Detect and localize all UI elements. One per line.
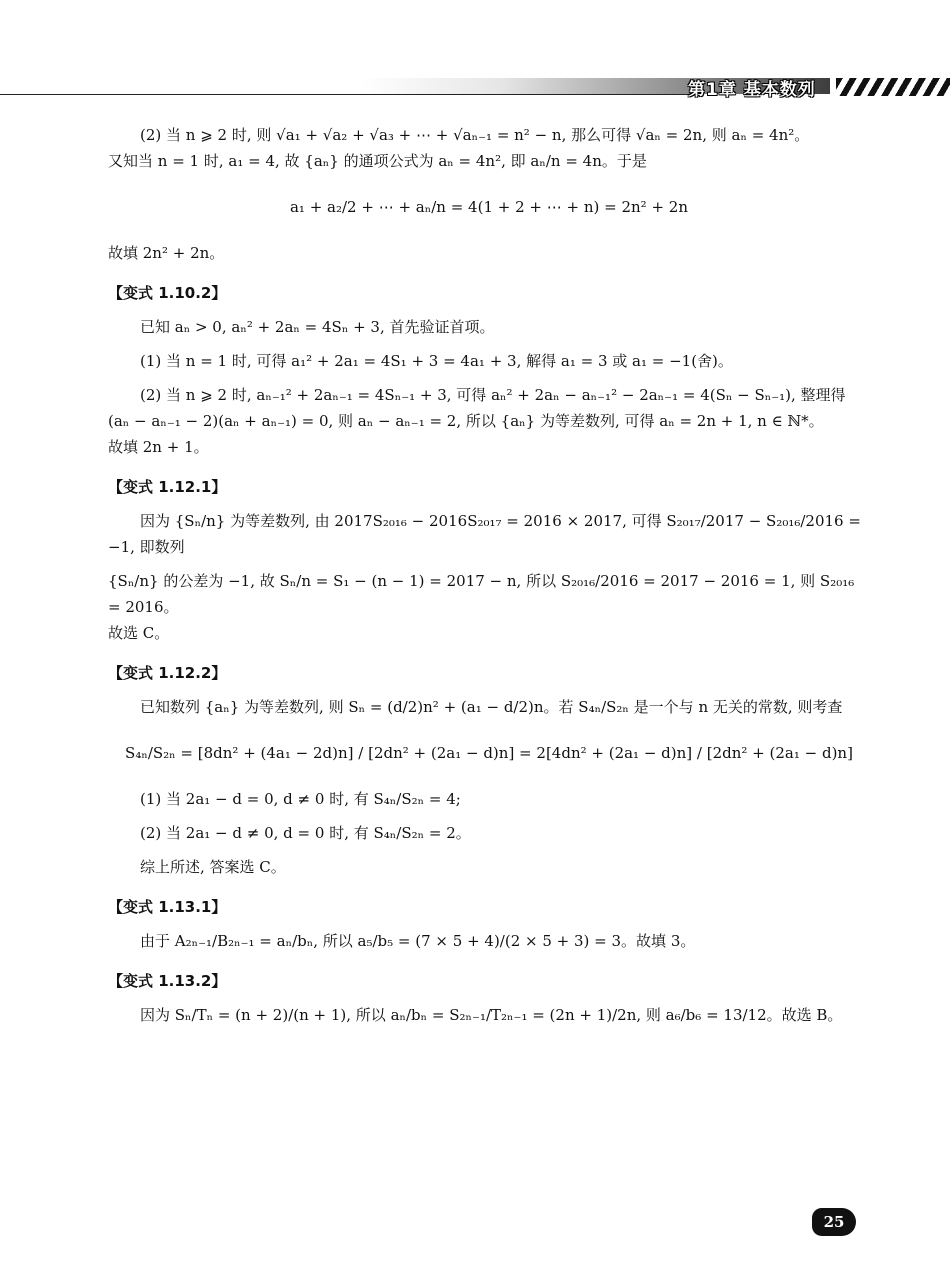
section-heading: 【变式 1.13.2】 [108, 972, 227, 990]
paragraph: (aₙ − aₙ₋₁ − 2)(aₙ + aₙ₋₁) = 0, 则 aₙ − aₙ₋₁ = 2, 所以 {aₙ} 为等差数列, 可得 aₙ = 2n + 1, n ∈ ℕ*。 [108, 412, 824, 430]
paragraph: 故选 C。 [108, 624, 170, 642]
paragraph: 已知 aₙ > 0, aₙ² + 2aₙ = 4Sₙ + 3, 首先验证首项。 [140, 318, 495, 336]
paragraph: (1) 当 2a₁ − d = 0, d ≠ 0 时, 有 S₄ₙ/S₂ₙ = 4; [140, 790, 461, 808]
section-heading: 【变式 1.12.2】 [108, 664, 227, 682]
section-heading: 【变式 1.12.1】 [108, 478, 227, 496]
paragraph: 故填 2n + 1。 [108, 438, 209, 456]
paragraph: (1) 当 n = 1 时, 可得 a₁² + 2a₁ = 4S₁ + 3 = 4a₁ + 3, 解得 a₁ = 3 或 a₁ = −1(舍)。 [140, 352, 733, 370]
equation: S₄ₙ/S₂ₙ = [8dn² + (4a₁ − 2d)n] / [2dn² + (2a₁ − d)n] = 2[4dn² + (2a₁ − d)n] / [2dn² + (2a₁ − d)n] [125, 744, 853, 762]
paragraph: 故填 2n² + 2n。 [108, 244, 225, 262]
paragraph: 综上所述, 答案选 C。 [140, 858, 286, 876]
paragraph: 因为 Sₙ/Tₙ = (n + 2)/(n + 1), 所以 aₙ/bₙ = S₂ₙ₋₁/T₂ₙ₋₁ = (2n + 1)/2n, 则 a₆/b₆ = 13/12。故选 B。 [140, 1006, 843, 1024]
page-header [0, 74, 950, 100]
header-stripes [836, 78, 950, 96]
paragraph: (2) 当 2a₁ − d ≠ 0, d = 0 时, 有 S₄ₙ/S₂ₙ = 2。 [140, 824, 471, 842]
paragraph: (2) 当 n ⩾ 2 时, 则 √a₁ + √a₂ + √a₃ + ⋯ + √aₙ₋₁ = n² − n, 那么可得 √aₙ = 2n, 则 aₙ = 4n²。 [140, 126, 810, 144]
page-content [108, 122, 870, 1028]
page-number: 25 [812, 1208, 856, 1236]
equation: a₁ + a₂/2 + ⋯ + aₙ/n = 4(1 + 2 + ⋯ + n) = 2n² + 2n [289, 198, 688, 216]
paragraph: (2) 当 n ⩾ 2 时, aₙ₋₁² + 2aₙ₋₁ = 4Sₙ₋₁ + 3, 可得 aₙ² + 2aₙ − aₙ₋₁² − 2aₙ₋₁ = 4(Sₙ − Sₙ₋₁), 整理得 [140, 386, 846, 404]
paragraph: 又知当 n = 1 时, a₁ = 4, 故 {aₙ} 的通项公式为 aₙ = 4n², 即 aₙ/n = 4n。于是 [108, 152, 647, 170]
paragraph: 已知数列 {aₙ} 为等差数列, 则 Sₙ = (d/2)n² + (a₁ − d/2)n。若 S₄ₙ/S₂ₙ 是一个与 n 无关的常数, 则考查 [140, 698, 843, 716]
section-heading: 【变式 1.13.1】 [108, 898, 227, 916]
paragraph: 由于 A₂ₙ₋₁/B₂ₙ₋₁ = aₙ/bₙ, 所以 a₅/b₅ = (7 × 5 + 4)/(2 × 5 + 3) = 3。故填 3。 [140, 932, 696, 950]
chapter-title: 第1章 基本数列 [688, 80, 816, 100]
header-rule [0, 94, 700, 95]
paragraph: {Sₙ/n} 的公差为 −1, 故 Sₙ/n = S₁ − (n − 1) = 2017 − n, 所以 S₂₀₁₆/2016 = 2017 − 2016 = 1, 则 S₂₀₁₆ = 2016。 [108, 572, 855, 616]
section-heading: 【变式 1.10.2】 [108, 284, 227, 302]
paragraph: 因为 {Sₙ/n} 为等差数列, 由 2017S₂₀₁₆ − 2016S₂₀₁₇ = 2016 × 2017, 可得 S₂₀₁₇/2017 − S₂₀₁₆/2016 = −1, 即数列 [108, 512, 861, 556]
